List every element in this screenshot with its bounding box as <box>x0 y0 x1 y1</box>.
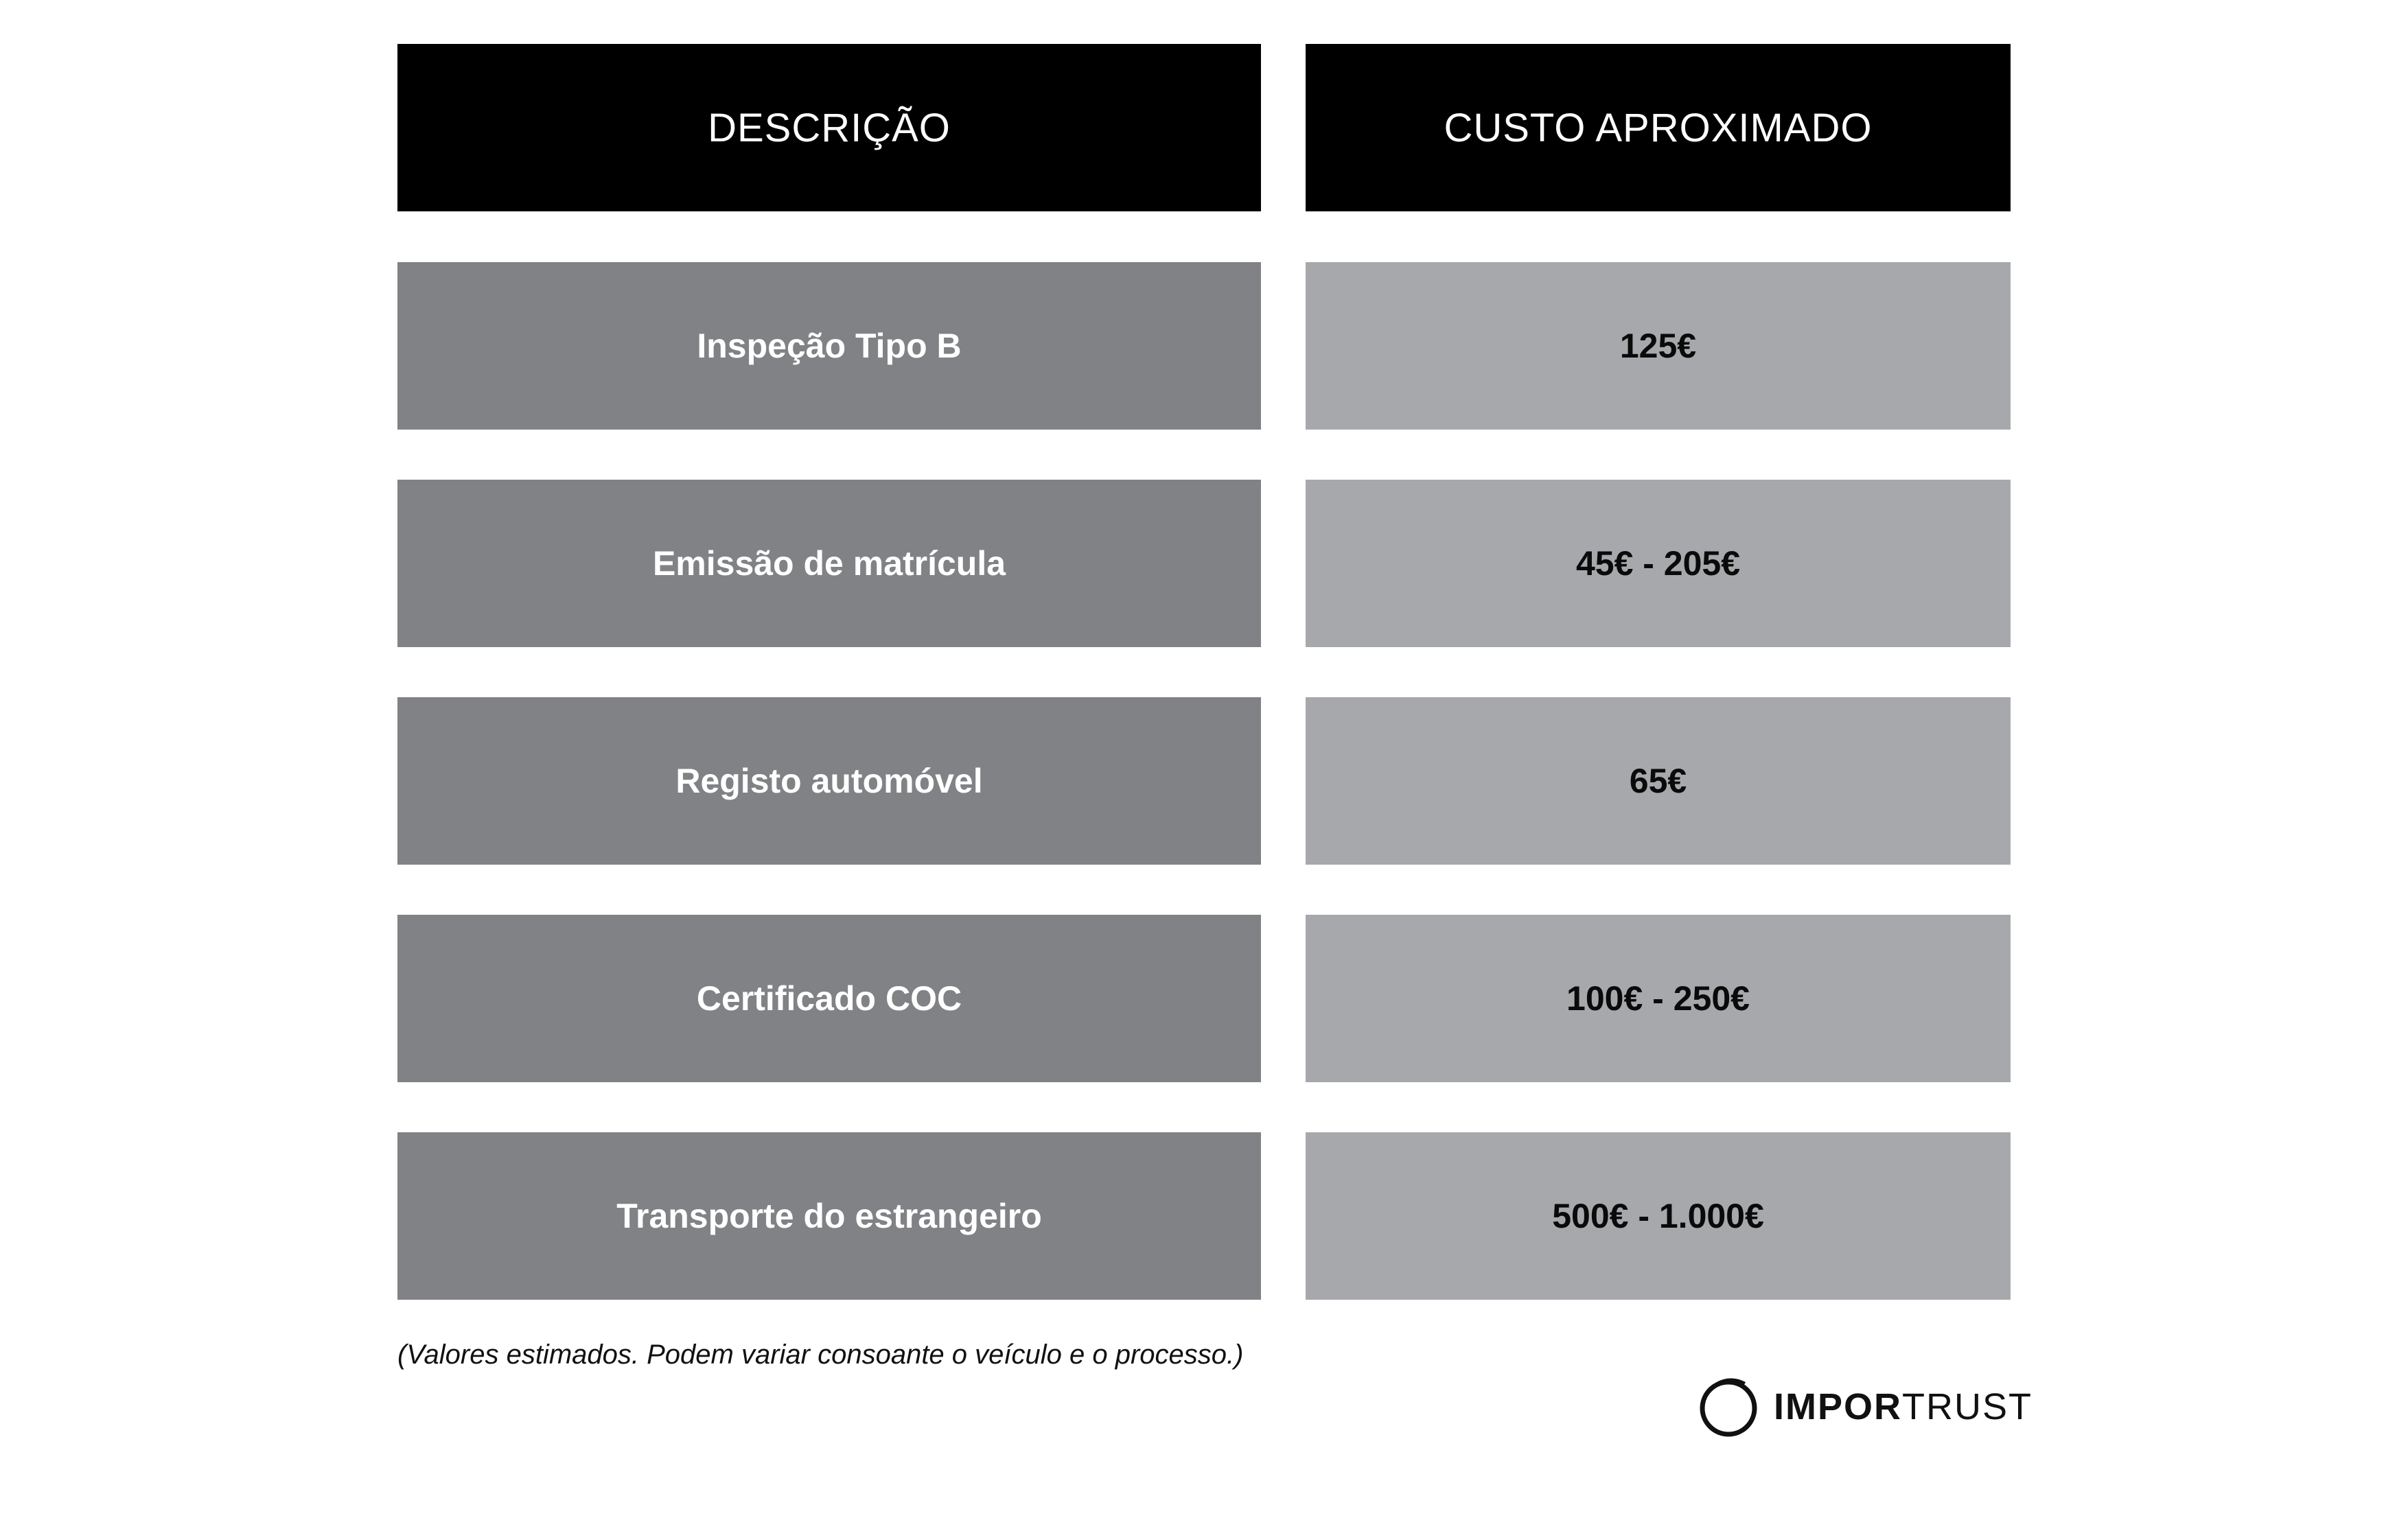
footnote: (Valores estimados. Podem variar consoante o veículo e o processo.) <box>397 1340 1244 1370</box>
company-logo <box>1697 1375 2033 1438</box>
logo-text-light: TRUST <box>1902 1386 2033 1427</box>
row-description: Registo automóvel <box>397 697 1261 865</box>
row-cost: 125€ <box>1306 262 2011 430</box>
ring-logo-icon <box>1697 1375 1760 1438</box>
table-row <box>397 262 2011 430</box>
row-description: Inspeção Tipo B <box>397 262 1261 430</box>
logo-wordmark <box>1774 1386 2033 1428</box>
table-row <box>397 1132 2011 1300</box>
header-description: DESCRIÇÃO <box>397 44 1261 211</box>
row-cost: 65€ <box>1306 697 2011 865</box>
logo-text-bold: IMPOR <box>1774 1386 1903 1427</box>
cost-table <box>397 44 2011 1300</box>
row-cost: 500€ - 1.000€ <box>1306 1132 2011 1300</box>
row-description: Transporte do estrangeiro <box>397 1132 1261 1300</box>
table-row <box>397 697 2011 865</box>
table-header-row <box>397 44 2011 211</box>
header-cost: CUSTO APROXIMADO <box>1306 44 2011 211</box>
table-row <box>397 915 2011 1082</box>
row-cost: 45€ - 205€ <box>1306 480 2011 647</box>
row-cost: 100€ - 250€ <box>1306 915 2011 1082</box>
row-description: Emissão de matrícula <box>397 480 1261 647</box>
table-row <box>397 480 2011 647</box>
row-description: Certificado COC <box>397 915 1261 1082</box>
